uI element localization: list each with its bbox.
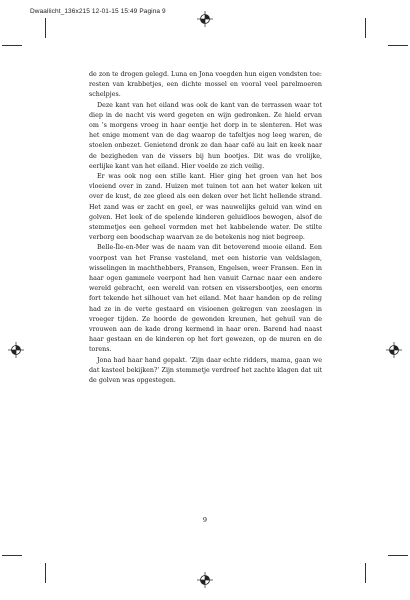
registration-mark-left <box>8 342 24 358</box>
printer-slug-line <box>30 8 166 15</box>
registration-mark-top <box>197 11 213 27</box>
body-text <box>89 70 322 386</box>
paragraph: Deze kant van het eiland was ook de kant van de terrassen waar tot diep in de nacht vis werd gegeten en wijn gedronken. Ze hield ervan om ’s morgens vroeg in haar eentje het dorp in te slenteren. Het was het enige moment van de dag waarop de tafeltjes nog leeg waren, de stoelen onbezet. Genietend dronk ze dan haar café au lait en keek naar de bezigheden van de vissers bij hun bootjes. Dit was de vrolijke, eerlijke kant van het eiland. Hier voelde ze zich veilig. <box>89 101 322 170</box>
paragraph: Jona had haar hand gepakt. ‘Zijn daar echte ridders, mama, gaan we dat kasteel bekijken?’ Zijn stemmetje verdreef het zachte klagen dat uit de golven was opgestegen. <box>89 356 322 385</box>
crop-mark-bottom-left-horizontal <box>2 555 22 556</box>
crop-mark-bottom-right-horizontal <box>388 555 408 556</box>
slug-time: 15:49 <box>120 8 138 15</box>
paragraph: Belle-Île-en-Mer was de naam van dit betoverend mooie eiland. Een voorpost van het Franse vasteland, met een historie van veldslagen, wisselingen in machthebbers, Fransen, Engelsen, weer Fransen. Een in haar ogen gammele veerpont had hen vanuit Carnac naar een andere wereld gebracht, een wereld van rotsen en vissersbootjes, een enorm fort tekende het silhouet van het eiland. Met haar handen op de reling had ze in de verte gestaard en visioenen gekregen van zeeslagen in vroeger tijden. Ze hoorde de gewonden kreunen, het gehuil van de vrouwen aan de kade drong kermend in haar oren. Barend had naast haar gestaan en de kinderen op het fort gewezen, op de muren en de torens. <box>89 244 322 354</box>
registration-mark-bottom <box>197 572 213 588</box>
slug-page-label: Pagina 9 <box>139 8 166 15</box>
crop-mark-top-left-horizontal <box>2 45 22 46</box>
paragraph: de zon te drogen gelegd. Luna en Jona voegden hun eigen vondsten toe: resten van krabbetjes, een dichte mossel en vooral veel parelmoeren schelpjes. <box>89 71 322 99</box>
crop-mark-top-right-vertical <box>365 18 366 38</box>
paragraph: Er was ook nog een stille kant. Hier ging het groen van het bos vloeiend over in zand. Huizen met tuinen tot aan het water keken uit over de kust, de zee gleed als een deken over het licht hellende strand. Het zand was er zacht en geel, er was nauwelijks geluid van wind en golven. Het leek of de spelende kinderen geluidloos bewogen, alsof de stemmetjes een geheel vormden met het kabbelende water. De stilte verborg een boodschap waarvan ze de betekenis nog niet begreep. <box>89 173 322 242</box>
crop-mark-top-right-horizontal <box>388 45 408 46</box>
page-number: 9 <box>202 516 208 524</box>
crop-mark-bottom-right-vertical <box>365 563 366 583</box>
crop-mark-top-left-vertical <box>45 18 46 38</box>
slug-date: 12-01-15 <box>91 8 119 15</box>
slug-file-name: Dwaallicht_136x215 <box>30 8 90 15</box>
crop-mark-bottom-left-vertical <box>45 563 46 583</box>
registration-mark-right <box>386 342 402 358</box>
